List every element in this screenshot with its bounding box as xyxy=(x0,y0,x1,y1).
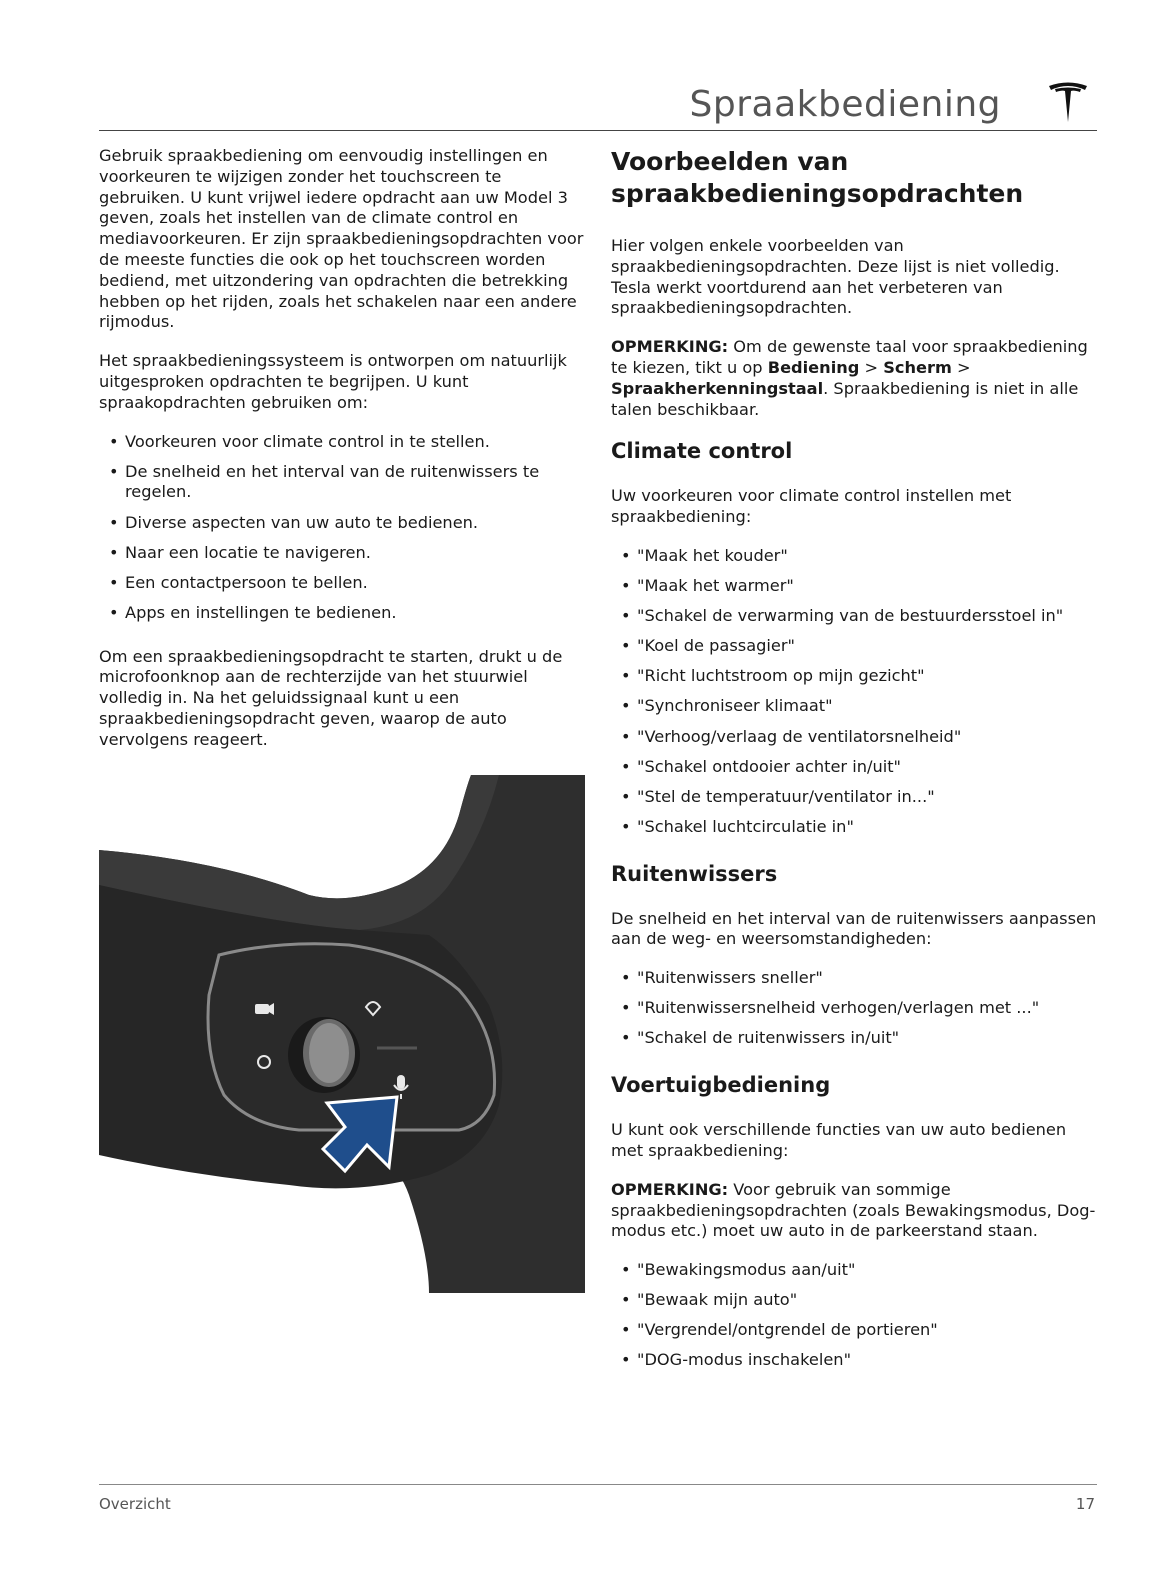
list-item: • "Bewaak mijn auto" xyxy=(611,1290,1101,1311)
note-park: OPMERKING: Voor gebruik van sommige spraakbedieningsopdrachten (zoals Bewakingsmodus, Dog-modus etc.) moet uw auto in de parkeerstand staan. xyxy=(611,1179,1096,1241)
list-item: • Een contactpersoon te bellen. xyxy=(99,573,589,594)
list-item: • "Schakel de ruitenwissers in/uit" xyxy=(611,1028,1101,1049)
uses-list xyxy=(99,432,589,624)
list-item: • De snelheid en het interval van de ruitenwissers te regelen. xyxy=(99,462,589,504)
list-item: • "Koel de passagier" xyxy=(611,636,1101,657)
wipers-list xyxy=(611,968,1101,1049)
list-item: • "Schakel de verwarming van de bestuurdersstoel in" xyxy=(611,606,1101,627)
start-paragraph: Om een spraakbedieningsopdracht te starten, drukt u de microfoonknop aan de rechterzijde van het stuurwiel volledig in. Na het geluidssignaal kunt u een spraakbedieningsopdracht geven, waarop de auto vervolgens reageert. xyxy=(99,646,563,749)
list-item: • "Ruitenwissersnelheid verhogen/verlagen met ..." xyxy=(611,998,1101,1019)
list-item: • "Verhoog/verlaag de ventilatorsnelheid" xyxy=(611,727,1101,748)
left-column xyxy=(99,146,589,769)
steering-wheel-illustration xyxy=(99,775,585,1293)
camera-icon xyxy=(255,1004,269,1014)
vehicle-list xyxy=(611,1260,1101,1371)
climate-list xyxy=(611,546,1101,838)
right-column xyxy=(611,146,1101,1394)
footer-rule xyxy=(99,1484,1097,1485)
wipers-heading: Ruitenwissers xyxy=(611,861,778,886)
page-title: Spraakbediening xyxy=(689,84,1001,125)
list-item: • "Ruitenwissers sneller" xyxy=(611,968,1101,989)
list-item: • "Vergrendel/ontgrendel de portieren" xyxy=(611,1320,1101,1341)
list-item: • Diverse aspecten van uw auto te bedienen. xyxy=(99,513,589,534)
list-item: • "Maak het warmer" xyxy=(611,576,1101,597)
vehicle-heading: Voertuigbediening xyxy=(611,1073,831,1098)
note-language: OPMERKING: Om de gewenste taal voor spraakbediening te kiezen, tikt u op Bediening > Scherm > Spraakherkenningstaal. Spraakbediening is niet in alle talen beschikbaar. xyxy=(611,337,1088,419)
footer-section: Overzicht xyxy=(99,1495,171,1513)
header-rule xyxy=(99,130,1097,131)
list-item: • "Schakel luchtcirculatie in" xyxy=(611,817,1101,838)
intro-paragraph-2: Het spraakbedieningssysteem is ontworpen om natuurlijk uitgesproken opdrachten te begrijpen. U kunt spraakopdrachten gebruiken om: xyxy=(99,351,567,412)
intro-paragraph: Gebruik spraakbediening om eenvoudig instellingen en voorkeuren te wijzigen zonder het touchscreen te gebruiken. U kunt vrijwel iedere opdracht aan uw Model 3 geven, zoals het instellen van de climate control en mediavoorkeuren. Er zijn spraakbedieningsopdrachten voor de meeste functies die ook op het touchscreen worden bediend, met uitzondering van opdrachten die betrekking hebben op het rijden, zoals het schakelen naar een andere rijmodus. xyxy=(99,146,584,332)
microphone-icon xyxy=(397,1075,405,1089)
section-title: Voorbeelden van spraakbedieningsopdrachten xyxy=(611,147,1024,208)
climate-intro: Uw voorkeuren voor climate control instellen met spraakbediening: xyxy=(611,486,1012,527)
page-number: 17 xyxy=(1075,1495,1095,1513)
vehicle-intro: U kunt ook verschillende functies van uw auto bedienen met spraakbediening: xyxy=(611,1120,1067,1160)
list-item: • "Bewakingsmodus aan/uit" xyxy=(611,1260,1101,1281)
list-item: • "Stel de temperatuur/ventilator in..." xyxy=(611,787,1101,808)
list-item: • Apps en instellingen te bedienen. xyxy=(99,603,589,624)
list-item: • "Maak het kouder" xyxy=(611,546,1101,567)
climate-heading: Climate control xyxy=(611,439,793,464)
list-item: • "DOG-modus inschakelen" xyxy=(611,1350,1101,1371)
wipers-intro: De snelheid en het interval van de ruitenwissers aanpassen aan de weg- en weersomstandigheden: xyxy=(611,908,1097,949)
examples-paragraph: Hier volgen enkele voorbeelden van spraakbedieningsopdrachten. Deze lijst is niet volledig. Tesla werkt voortdurend aan het verbeteren van spraakbedieningsopdrachten. xyxy=(611,236,1060,318)
list-item: • "Synchroniseer klimaat" xyxy=(611,696,1101,717)
list-item: • Voorkeuren voor climate control in te stellen. xyxy=(99,432,589,453)
list-item: • "Schakel ontdooier achter in/uit" xyxy=(611,757,1101,778)
tesla-logo-icon xyxy=(1046,80,1090,124)
list-item: • "Richt luchtstroom op mijn gezicht" xyxy=(611,666,1101,687)
list-item: • Naar een locatie te navigeren. xyxy=(99,543,589,564)
